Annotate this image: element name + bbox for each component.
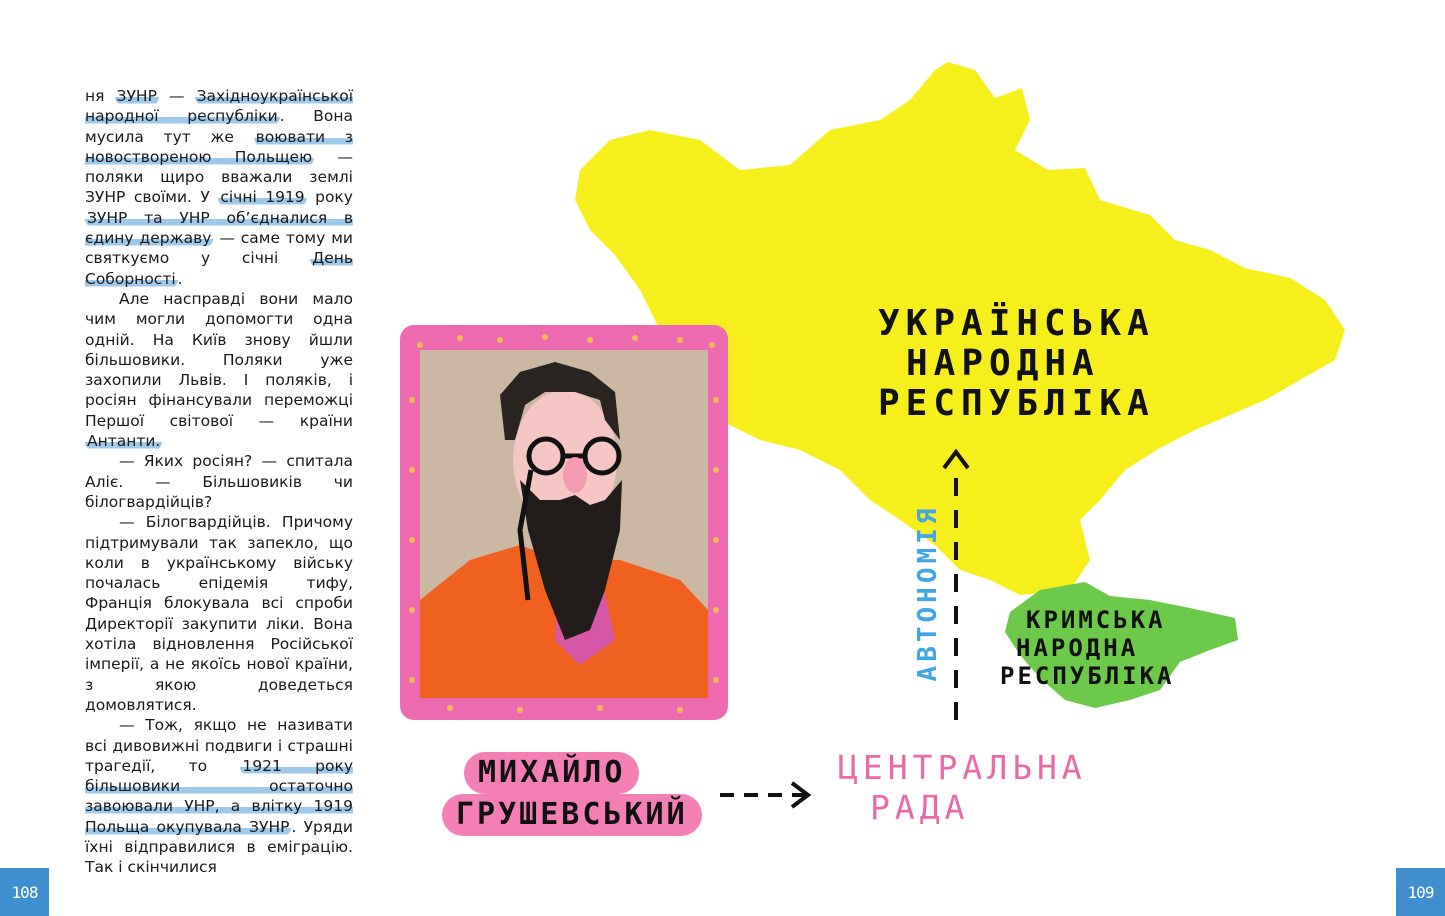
unr-label — [878, 304, 1155, 424]
person-name-tag — [446, 752, 702, 836]
central-rada-line-2: РАДА — [870, 788, 970, 827]
crimea-label — [1000, 606, 1175, 690]
paragraph-4: — Білогвардійців. Причому підтримували так запекло, що коли в українському війську почалась епідемія тифу, Франція блокувала всі спроби Директорії закупити ліки. Вона хотіла відновлення Російської імперії, а не якоїсь нової країни, з якою доведеться домовлятися. — [85, 513, 353, 714]
autonomy-text: АВТОНОМІЯ — [913, 504, 943, 682]
page-number-right: 109 — [1396, 868, 1445, 916]
page-number-left: 108 — [0, 868, 49, 916]
paragraph-5: — Тож, якщо не називати всі дивовижні подвиги і страшні трагедії, то 1921 року більшовики остаточно завоювали УНР, а влітку 1919 Польща окупувала ЗУНР . Уряди їхні відправилися в еміграцію. Так і скінчилися — [85, 716, 354, 877]
person-first-name: МИХАЙЛО — [464, 752, 639, 794]
central-rada-label — [838, 748, 1087, 828]
unr-label-line-2: НАРОДНА — [906, 343, 1100, 384]
person-last-name: ГРУШЕВСЬКИЙ — [442, 794, 702, 836]
paragraph-3: — Яких росіян? — спитала Аліє. — Більшовиків чи білогвардійців? — [85, 452, 353, 511]
name-to-rada-arrow — [720, 783, 808, 807]
paragraph-1: ня ЗУНР — Західноукраїнської народної республіки . Вона мусила тут же воювати з новоствореною Польщею — поляки щиро вважали землі ЗУНР своїми. У січні 1919 року ЗУНР та УНР об’єдналися в єдину державу — саме тому ми святкуємо у січні День Соборності . — [85, 87, 354, 288]
unr-label-line-1: УКРАЇНСЬКА — [878, 303, 1155, 344]
crimea-label-line-2: НАРОДНА — [1016, 634, 1139, 662]
paragraph-2: Але насправді вони мало чим могли допомогти одна одній. На Київ знову йшли більшовики. Поляки уже захопили Львів. І поляків, і росіян фінансували переможці Першої світової — країни Антанти. — [85, 289, 353, 451]
crimea-label-line-1: КРИМСЬКА — [1026, 606, 1166, 634]
autonomy-label — [898, 488, 958, 698]
unr-label-line-3: РЕСПУБЛІКА — [878, 383, 1155, 424]
crimea-label-line-3: РЕСПУБЛІКА — [1000, 662, 1175, 690]
central-rada-line-1: ЦЕНТРАЛЬНА — [838, 748, 1087, 787]
